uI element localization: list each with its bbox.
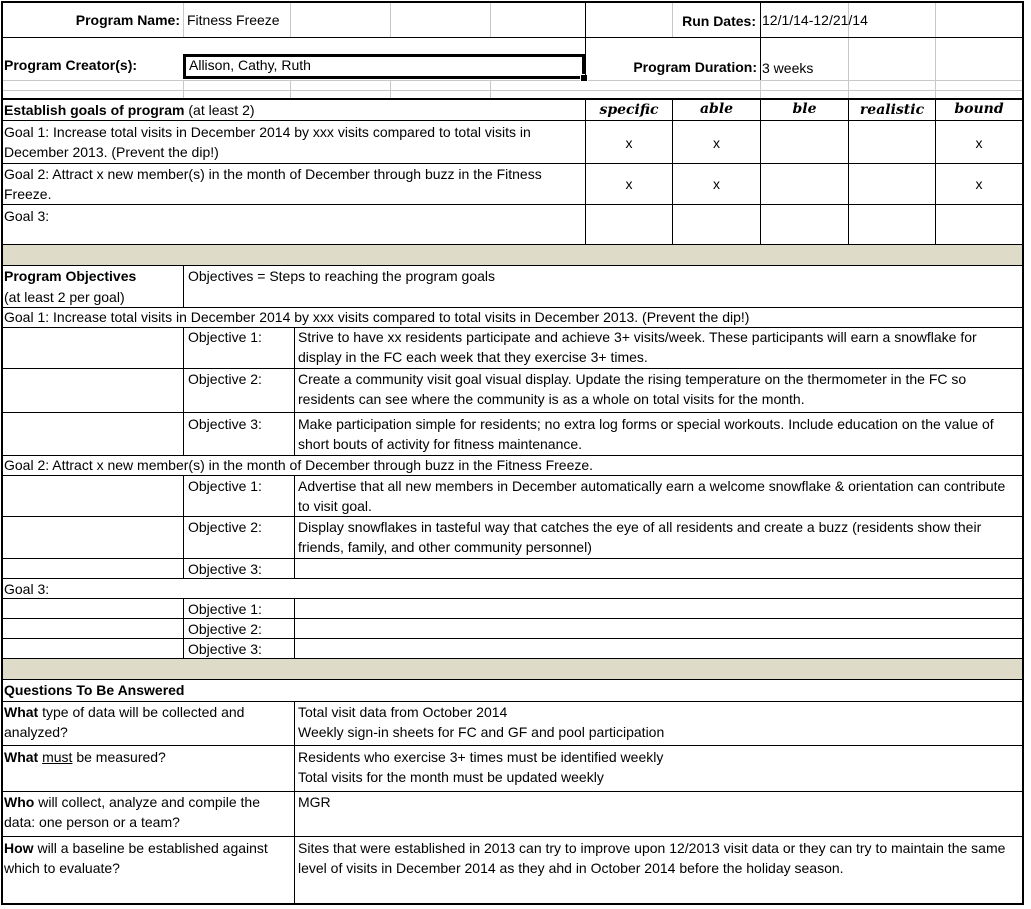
goal-2-able-mark[interactable]: x <box>713 176 720 192</box>
g1-objective-1-label: Objective 1: <box>188 329 262 345</box>
duration-value[interactable]: 3 weeks <box>762 60 814 76</box>
objectives-goal-1-text[interactable]: Goal 1: Increase total visits in December 2014 by xxx visits compared to total visits in December 2013. (Prevent the dip!) <box>4 309 750 325</box>
smart-header-specific: specific <box>599 102 659 118</box>
g1-objective-3-label: Objective 3: <box>188 416 262 432</box>
goals-heading: Establish goals of program (at least 2) <box>4 102 255 118</box>
g2-objective-1-text[interactable]: Advertise that all new members in December automatically earn a welcome snowflake & orientation can contribute to visit goal. <box>298 478 1006 514</box>
g3-objective-3-label: Objective 3: <box>188 641 262 657</box>
objectives-subheading: (at least 2 per goal) <box>4 289 125 305</box>
goal-1-text[interactable]: Goal 1: Increase total visits in December 2014 by xxx visits compared to total visits in December 2013. (Prevent the dip!) <box>4 124 531 160</box>
g2-objective-2-label: Objective 2: <box>188 519 262 535</box>
question-data-type: What type of data will be collected and analyzed? <box>4 704 245 740</box>
g2-objective-1-label: Objective 1: <box>188 478 262 494</box>
objectives-definition[interactable]: Objectives = Steps to reaching the program goals <box>188 268 496 284</box>
answer-baseline[interactable]: Sites that were established in 2013 can try to improve upon 12/2013 visit data or they can try to maintain the same level of visits in December 2014 as they ahd in October 2014 before the holiday season. <box>298 840 1006 876</box>
sheet-border <box>1 1 1024 905</box>
g1-objective-3-text[interactable]: Make participation simple for residents; no extra log forms or special workouts. Include education on the value of short bouts of activity for fitness maintenance. <box>298 416 994 452</box>
goal-3-text[interactable]: Goal 3: <box>4 208 50 224</box>
goal-2-text[interactable]: Goal 2: Attract x new member(s) in the month of December through buzz in the Fitness Freeze. <box>4 166 542 202</box>
goal-1-bound-mark[interactable]: x <box>975 135 983 151</box>
goal-2-specific-mark[interactable]: x <box>625 176 633 192</box>
answer-measured-line-2[interactable]: Total visits for the month must be updated weekly <box>298 769 604 785</box>
g1-objective-2-text[interactable]: Create a community visit goal visual display. Update the rising temperature on the thermometer in the FC so residents can see where the community is as a whole on total visits for the month. <box>298 371 967 407</box>
program-name-label: Program Name: <box>75 12 180 28</box>
smart-header-able: able <box>699 101 734 117</box>
smart-header-ble: ble <box>792 101 817 117</box>
objectives-heading: Program Objectives <box>4 268 137 284</box>
program-name-value[interactable]: Fitness Freeze <box>187 12 280 28</box>
creators-label: Program Creator(s): <box>4 57 138 73</box>
objectives-goal-2-text[interactable]: Goal 2: Attract x new member(s) in the month of December through buzz in the Fitness Freeze. <box>4 457 594 473</box>
goal-2-bound-mark[interactable]: x <box>975 176 983 192</box>
question-what-measured: What must be measured? <box>4 749 166 765</box>
g3-objective-2-label: Objective 2: <box>188 621 262 637</box>
run-dates-label: Run Dates: <box>682 13 756 29</box>
goal-1-specific-mark[interactable]: x <box>625 135 633 151</box>
creators-value[interactable]: Allison, Cathy, Ruth <box>189 57 311 73</box>
question-who-collects: Who will collect, analyze and compile the data: one person or a team? <box>4 794 260 830</box>
smart-header-bound: bound <box>954 101 1004 117</box>
g2-objective-2-text[interactable]: Display snowflakes in tasteful way that catches the eye of all residents and create a buzz (residents show their friends, family, and other community personnel) <box>298 519 982 555</box>
answer-measured-line-1[interactable]: Residents who exercise 3+ times must be identified weekly <box>298 749 664 765</box>
g1-objective-2-label: Objective 2: <box>188 371 262 387</box>
duration-label: Program Duration: <box>633 59 757 75</box>
answer-who-collects[interactable]: MGR <box>298 794 331 810</box>
g3-objective-1-label: Objective 1: <box>188 601 262 617</box>
questions-heading: Questions To Be Answered <box>4 682 185 698</box>
g1-objective-1-text[interactable]: Strive to have xx residents participate and achieve 3+ visits/week. These participants will earn a snowflake for display in the FC each week that they exercise 3+ times. <box>298 329 977 365</box>
smart-header-realistic: realistic <box>859 102 925 118</box>
answer-data-type-line-2[interactable]: Weekly sign-in sheets for FC and GF and pool participation <box>298 724 665 740</box>
question-baseline: How will a baseline be established against which to evaluate? <box>4 840 268 876</box>
g2-objective-3-label: Objective 3: <box>188 561 262 577</box>
goal-1-able-mark[interactable]: x <box>713 135 720 151</box>
run-dates-value[interactable]: 12/1/14-12/21/14 <box>762 12 868 28</box>
answer-data-type-line-1[interactable]: Total visit data from October 2014 <box>298 704 508 720</box>
objectives-goal-3-text[interactable]: Goal 3: <box>4 581 50 597</box>
